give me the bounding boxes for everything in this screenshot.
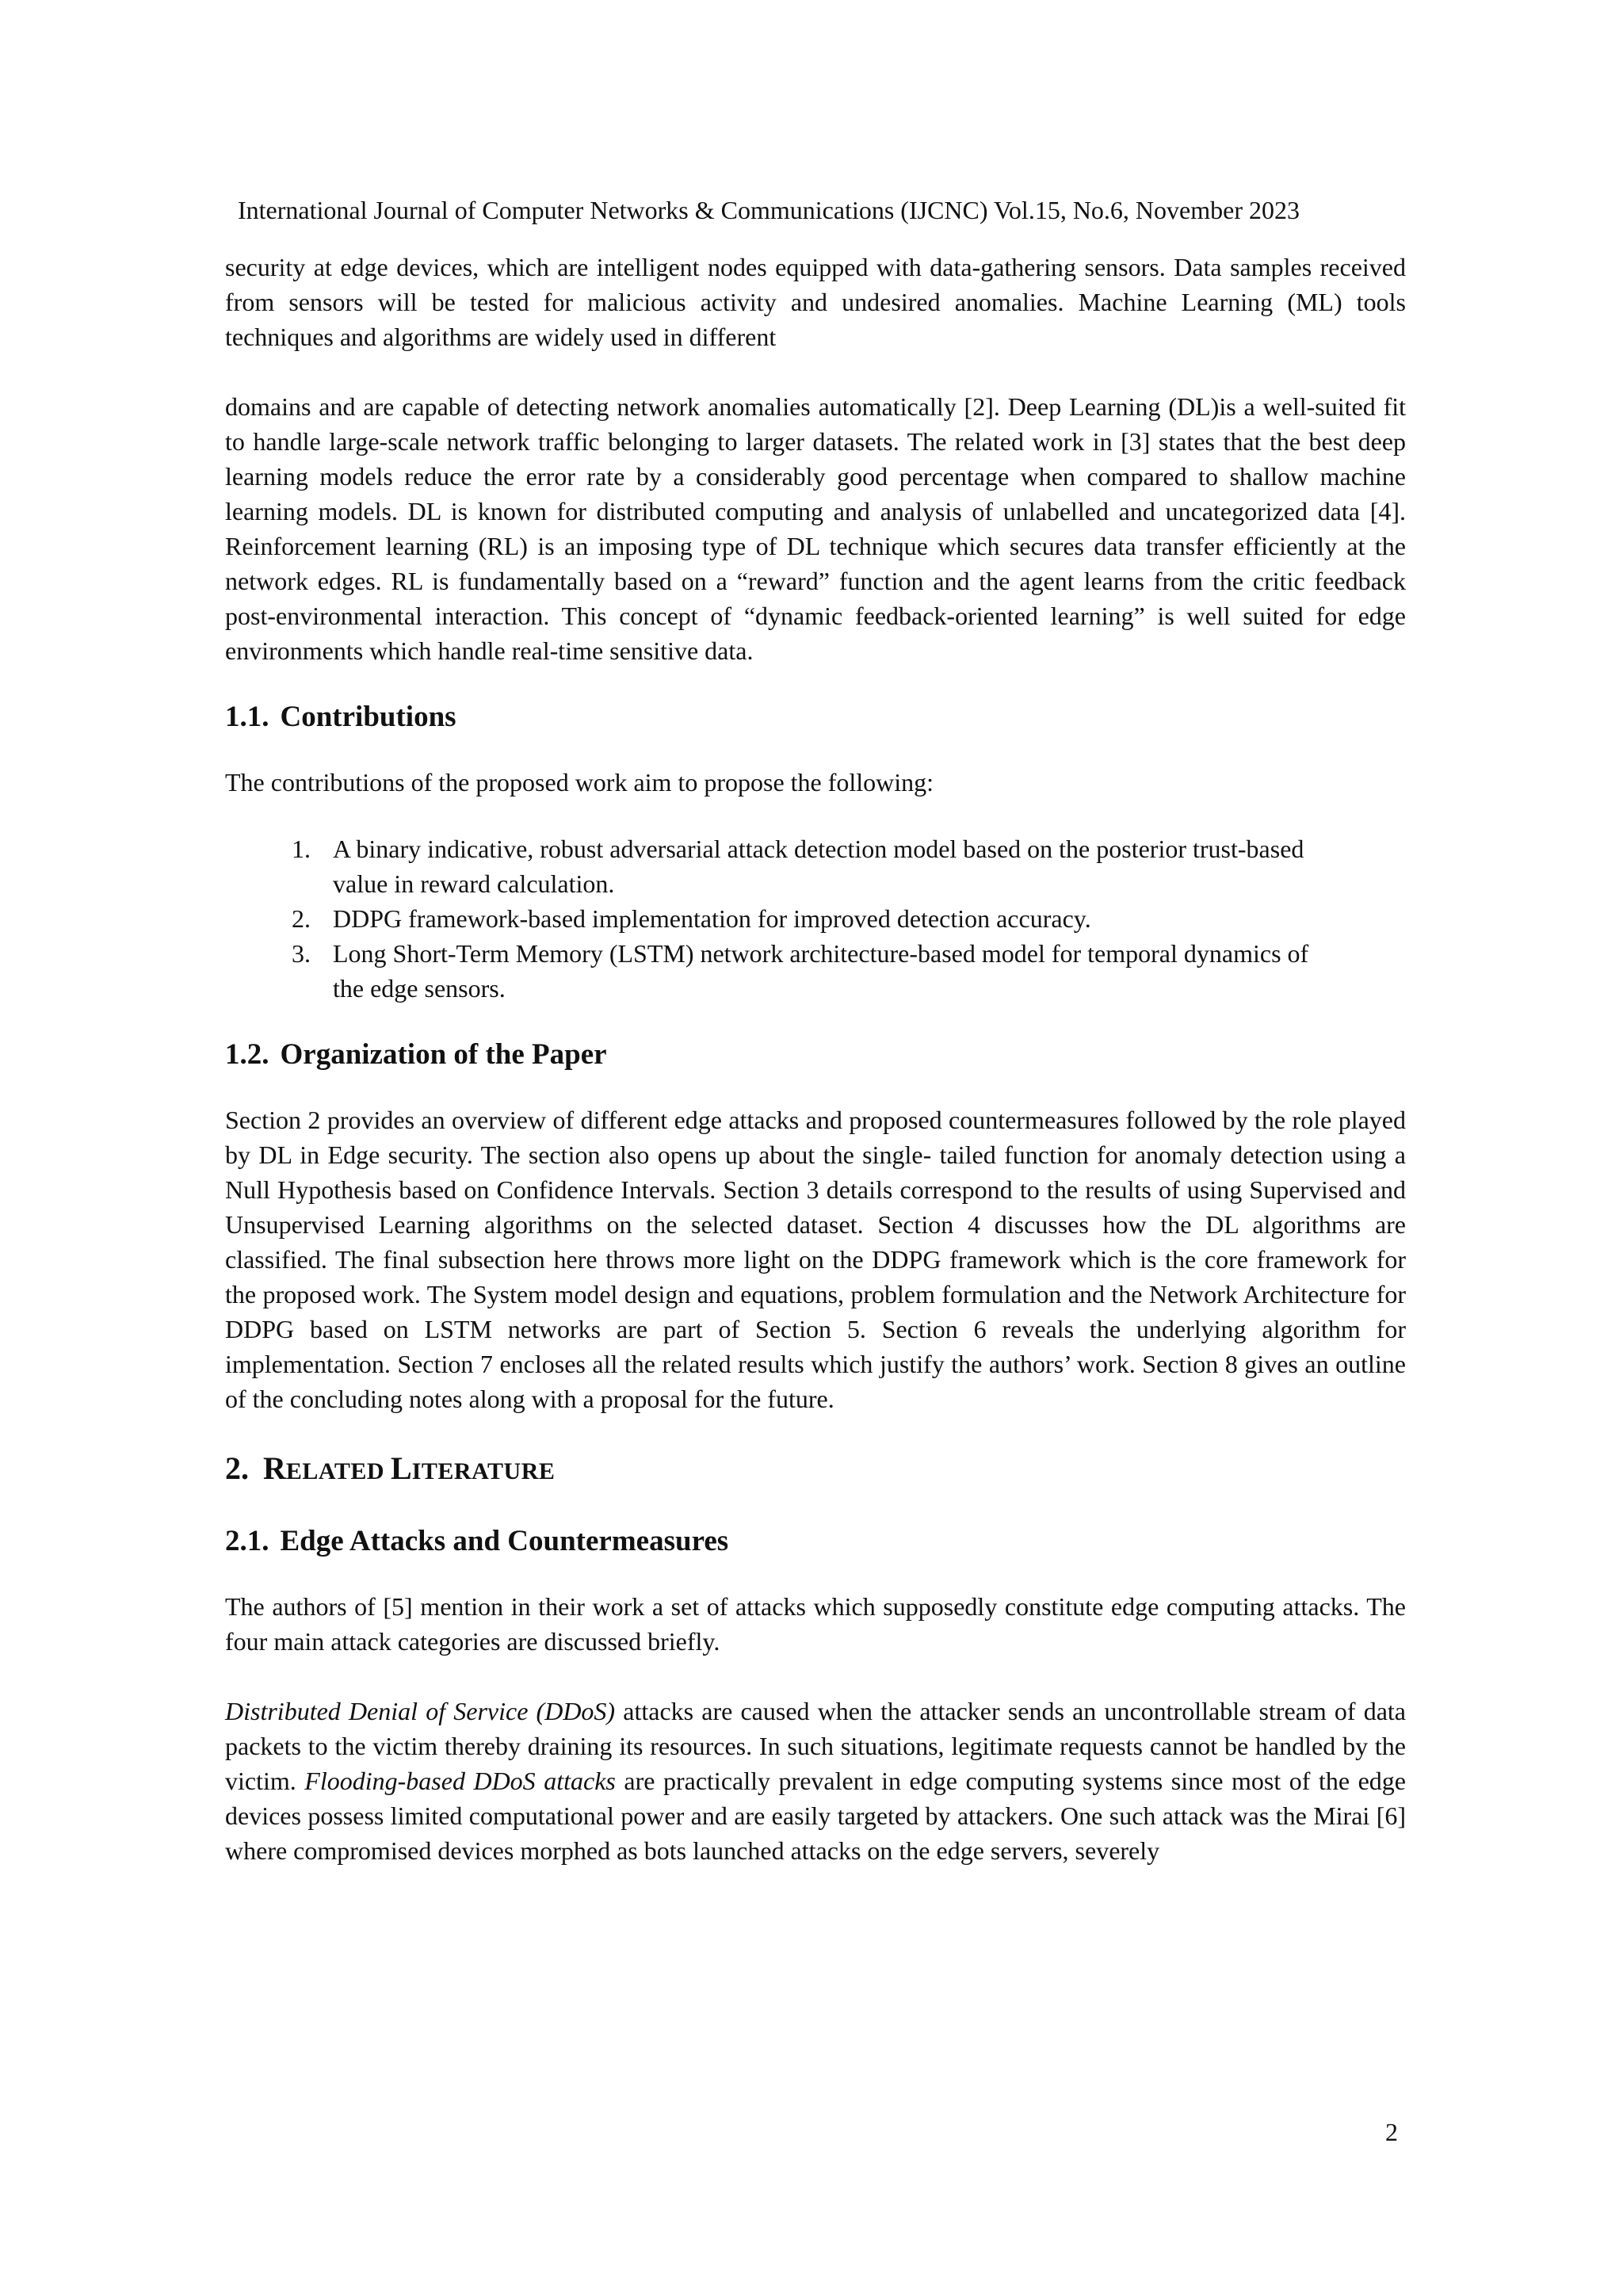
- heading-letter: L: [391, 1450, 412, 1486]
- heading-edge-attacks: [225, 1522, 1406, 1561]
- term-ddos: Distributed Denial of Service (DDoS): [225, 1697, 616, 1725]
- contributions-intro: The contributions of the proposed work aim to propose the following:: [225, 768, 934, 797]
- list-item: [292, 936, 1311, 1006]
- term-flooding-ddos: Flooding-based DDoS attacks: [304, 1767, 616, 1795]
- paragraph-text: are practically prevalent in edge computing systems since most of the edge devices possess limited computational power and are easily targeted by attackers. One such attack was the Mirai [6] where compromised devices morphed as bots launched attacks on the edge servers, severely: [225, 1767, 1407, 1865]
- heading-title: Edge Attacks and Countermeasures: [280, 1525, 729, 1557]
- heading-number: 1.1.: [225, 701, 269, 733]
- list-marker: 1.: [292, 835, 311, 863]
- heading-number: 2.1.: [225, 1525, 269, 1557]
- page-number: 2: [1385, 2118, 1398, 2146]
- heading-number: 2.: [225, 1450, 249, 1486]
- heading-related-literature: [225, 1448, 1406, 1492]
- list-item-text: Long Short-Term Memory (LSTM) network architecture-based model for temporal dynamics of the edge sensors.: [333, 939, 1309, 1003]
- list-marker: 3.: [292, 939, 311, 968]
- page-body: [225, 250, 1406, 1868]
- heading-number: 1.2.: [225, 1038, 269, 1071]
- heading-title: Contributions: [280, 701, 456, 733]
- list-marker: 2.: [292, 904, 311, 933]
- organization-paragraph: Section 2 provides an overview of different edge attacks and proposed countermeasures followed by the role played by DL in Edge security. The section also opens up about the single- tailed function for anomaly detection using a Null Hypothesis based on Confidence Intervals. Section 3 details correspond to the results of using Supervised and Unsupervised Learning algorithms on the selected dataset. Section 4 discusses how the DL algorithms are classified. The final subsection here throws more light on the DDPG framework which is the core framework for the proposed work. The System model design and equations, problem formulation and the Network Architecture for DDPG based on LSTM networks are part of Section 5. Section 6 reveals the underlying algorithm for implementation. Section 7 encloses all the related results which justify the authors’ work. Section 8 gives an outline of the concluding notes along with a proposal for the future.: [225, 1106, 1406, 1413]
- heading-title: Organization of the Paper: [280, 1038, 607, 1071]
- heading-contributions: [225, 698, 1406, 736]
- edge-attacks-paragraph-2: [225, 1694, 1406, 1868]
- paragraph-text: attacks are caused when the attacker sends an uncontrollable stream of data packets to the victim thereby draining its resources. In such situations, legitimate requests cannot be handled by the victim.: [225, 1697, 1407, 1795]
- list-item-text: A binary indicative, robust adversarial attack detection model based on the posterior trust-based value in reward calculation.: [333, 835, 1304, 898]
- heading-organization: [225, 1036, 1406, 1074]
- list-item: [292, 901, 1311, 936]
- intro-paragraph-1: security at edge devices, which are intelligent nodes equipped with data-gathering sensors. Data samples received from sensors will be tested for malicious activity and undesired anomalies. Machine Learning (ML) tools techniques and algorithms are widely used in different: [225, 253, 1406, 351]
- list-item-text: DDPG framework-based implementation for improved detection accuracy.: [333, 904, 1091, 933]
- intro-paragraph-2: domains and are capable of detecting network anomalies automatically [2]. Deep Learning (DL)is a well-suited fit to handle large-scale network traffic belonging to larger datasets. The related work in [3] states that the best deep learning models reduce the error rate by a considerably good percentage when compared to shallow machine learning models. DL is known for distributed computing and analysis of unlabelled and uncategorized data [4]. Reinforcement learning (RL) is an imposing type of DL technique which secures data transfer efficiently at the network edges. RL is fundamentally based on a “reward” function and the agent learns from the critic feedback post-environmental interaction. This concept of “dynamic feedback-oriented learning” is well suited for edge environments which handle real-time sensitive data.: [225, 392, 1406, 665]
- running-header: International Journal of Computer Networks & Communications (IJCNC) Vol.15, No.6, November 2023: [238, 196, 1300, 224]
- contributions-list: [225, 831, 1406, 1006]
- edge-attacks-paragraph-1: The authors of [5] mention in their work a set of attacks which supposedly constitute edge computing attacks. The four main attack categories are discussed briefly.: [225, 1592, 1406, 1656]
- list-item: [292, 831, 1311, 901]
- heading-letter: R: [263, 1450, 286, 1486]
- heading-smallcaps: ITERATURE: [411, 1458, 556, 1484]
- heading-smallcaps: ELATED: [285, 1458, 391, 1484]
